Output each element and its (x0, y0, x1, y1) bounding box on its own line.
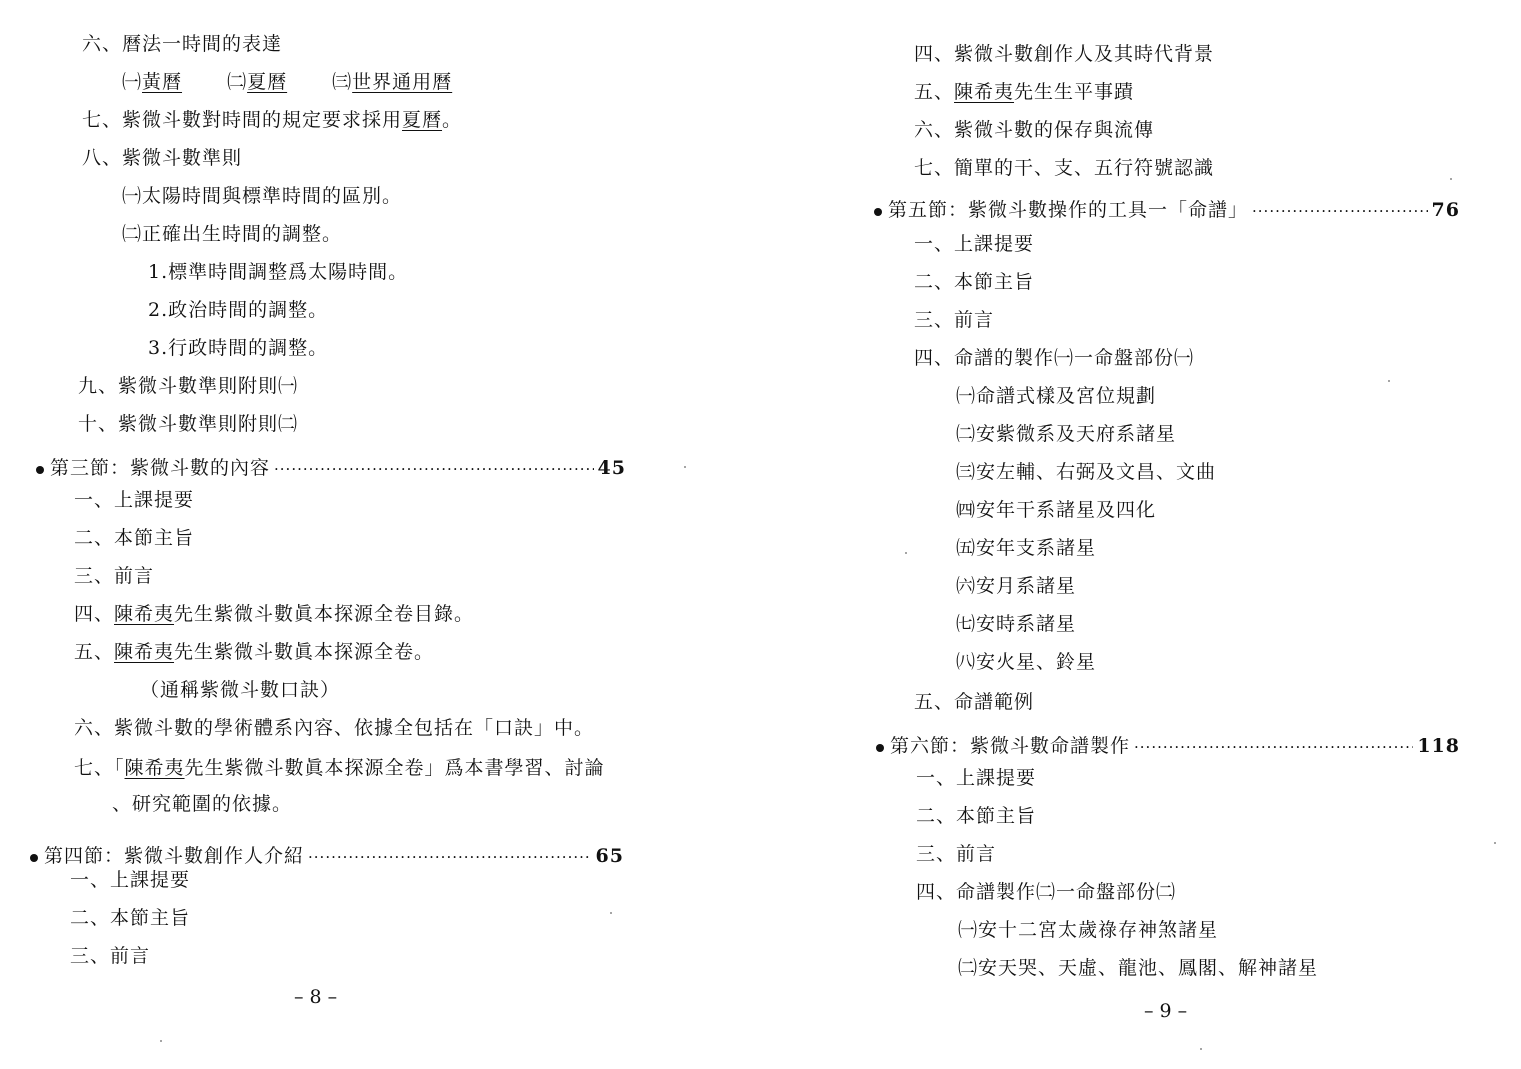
calendar-xia: 夏曆 (247, 71, 288, 93)
toc-sub-sub-item: 3.行政時間的調整。 (148, 337, 329, 359)
toc-item (74, 756, 605, 780)
toc-item: 一、上課提要 (70, 869, 191, 891)
toc-sub-item: ㈠命譜式樣及宮位規劃 (956, 385, 1157, 407)
toc-item: 三、前言 (916, 843, 997, 865)
bullet-icon (36, 466, 44, 474)
leader-dots (1252, 199, 1428, 223)
toc-item-ten: 十、紫微斗數準則附則㈡ (78, 413, 299, 435)
toc-sub-item: ㈥安月系諸星 (956, 575, 1077, 597)
toc-item: 三、前言 (70, 945, 151, 967)
toc-item: 四、命譜製作㈡一命盤部份㈡ (916, 881, 1177, 903)
toc-item: 二、本節主旨 (74, 527, 195, 549)
leader-dots (308, 845, 592, 869)
bullet-icon (874, 208, 882, 216)
toc-item: 三、前言 (914, 309, 995, 331)
section-4-heading (30, 844, 624, 869)
toc-prefix: 五、 (914, 81, 955, 103)
xia-calendar-underlined: 夏曆 (402, 109, 443, 131)
toc-sub-item: ㈤安年支系諸星 (956, 537, 1097, 559)
author-name: 陳希夷 (114, 603, 175, 625)
toc-item-seven (82, 108, 462, 132)
calendar-world: 世界通用曆 (352, 71, 453, 93)
section-title: 第三節：紫微斗數的內容 (50, 457, 271, 479)
toc-rest: 先生紫微斗數眞本探源全卷目錄。 (174, 603, 475, 625)
toc-item: 七、簡單的干、支、五行符號認識 (914, 157, 1215, 179)
toc-item: 二、本節主旨 (914, 271, 1035, 293)
toc-prefix: 四、 (74, 603, 115, 625)
toc-item: 四、命譜的製作㈠一命盤部份㈠ (914, 347, 1195, 369)
toc-sub-item: ㈦安時系諸星 (956, 613, 1077, 635)
toc-item-nine: 九、紫微斗數準則附則㈠ (78, 375, 299, 397)
toc-item: 五、命譜範例 (914, 691, 1035, 713)
scan-speck (1494, 842, 1496, 844)
prefix-3: ㈢ (332, 71, 353, 93)
section-page-number: 45 (597, 457, 626, 479)
toc-rest: 先生紫微斗數眞本探源全卷。 (174, 641, 435, 663)
toc-item (74, 640, 434, 664)
toc-item: 六、紫微斗數的學術體系內容、依據全包括在「口訣」中。 (74, 717, 595, 739)
section-page-number: 76 (1431, 199, 1460, 221)
bullet-icon (876, 744, 884, 752)
leader-dots (274, 457, 594, 481)
toc-item: 三、前言 (74, 565, 155, 587)
toc-sub-item: ㈣安年干系諸星及四化 (956, 499, 1157, 521)
scan-speck (610, 912, 612, 914)
section-6-heading (876, 734, 1460, 759)
section-title: 第四節：紫微斗數創作人介紹 (44, 845, 305, 867)
toc-rest: 先生生平事蹟 (1014, 81, 1135, 103)
toc-end: 。 (442, 109, 463, 131)
author-name: 陳希夷 (954, 81, 1015, 103)
toc-item-eight: 八、紫微斗數準則 (82, 147, 243, 169)
toc-sub-item: ㈡安紫微系及天府系諸星 (956, 423, 1177, 445)
toc-note: （通稱紫微斗數口訣） (140, 679, 341, 701)
toc-item (74, 602, 474, 626)
scan-speck (1450, 178, 1452, 180)
toc-sub-sub-item: 1.標準時間調整爲太陽時間。 (148, 261, 409, 283)
bullet-icon (30, 854, 38, 862)
toc-sub-item: ㈡安天哭、天虛、龍池、鳳閣、解神諸星 (958, 957, 1319, 979)
scan-speck (905, 552, 907, 554)
toc-sub-item: ㈧安火星、鈴星 (956, 651, 1097, 673)
toc-item: 四、紫微斗數創作人及其時代背景 (914, 43, 1215, 65)
toc-item: 一、上課提要 (74, 489, 195, 511)
toc-item: 六、紫微斗數的保存與流傳 (914, 119, 1155, 141)
section-3-heading (36, 456, 626, 481)
toc-prefix: 五、 (74, 641, 115, 663)
toc-item: 二、本節主旨 (70, 907, 191, 929)
calendar-yellow: 黃曆 (142, 71, 183, 93)
scan-speck (1200, 1048, 1202, 1050)
section-page-number: 118 (1417, 735, 1460, 757)
toc-item-continuation: 、研究範圍的依據。 (112, 793, 293, 815)
toc-item-calendar-time: 六、曆法一時間的表達 (82, 33, 283, 55)
toc-sub-item: ㈡正確出生時間的調整。 (122, 223, 343, 245)
section-page-number: 65 (595, 845, 624, 867)
toc-prefix: 七、「 (74, 757, 125, 779)
toc-text: 七、紫微斗數對時間的規定要求採用 (82, 109, 403, 131)
prefix-2: ㈡ (227, 71, 248, 93)
section-title: 第六節：紫微斗數命譜製作 (890, 735, 1131, 757)
toc-item: 二、本節主旨 (916, 805, 1037, 827)
page-number-left: – 8 – (294, 986, 338, 1008)
toc-sub-item: ㈠太陽時間與標準時間的區別。 (122, 185, 403, 207)
toc-sub-sub-item: 2.政治時間的調整。 (148, 299, 329, 321)
leader-dots (1134, 735, 1413, 759)
toc-sub-item: ㈢安左輔、右弼及文昌、文曲 (956, 461, 1217, 483)
scan-speck (1388, 380, 1390, 382)
section-5-heading (874, 198, 1460, 223)
toc-item (914, 80, 1134, 104)
author-name: 陳希夷 (124, 757, 185, 779)
toc-item: 一、上課提要 (914, 233, 1035, 255)
section-title: 第五節：紫微斗數操作的工具一「命譜」 (888, 199, 1249, 221)
scan-speck (160, 1040, 162, 1042)
toc-rest: 先生紫微斗數眞本探源全卷」爲本書學習、討論 (184, 757, 605, 779)
prefix-1: ㈠ (122, 71, 143, 93)
toc-item-calendar-types (122, 70, 452, 94)
toc-item: 一、上課提要 (916, 767, 1037, 789)
scan-speck (684, 466, 686, 468)
page-number-right: – 9 – (1144, 1000, 1188, 1022)
toc-sub-item: ㈠安十二宮太歲祿存神煞諸星 (958, 919, 1219, 941)
author-name: 陳希夷 (114, 641, 175, 663)
